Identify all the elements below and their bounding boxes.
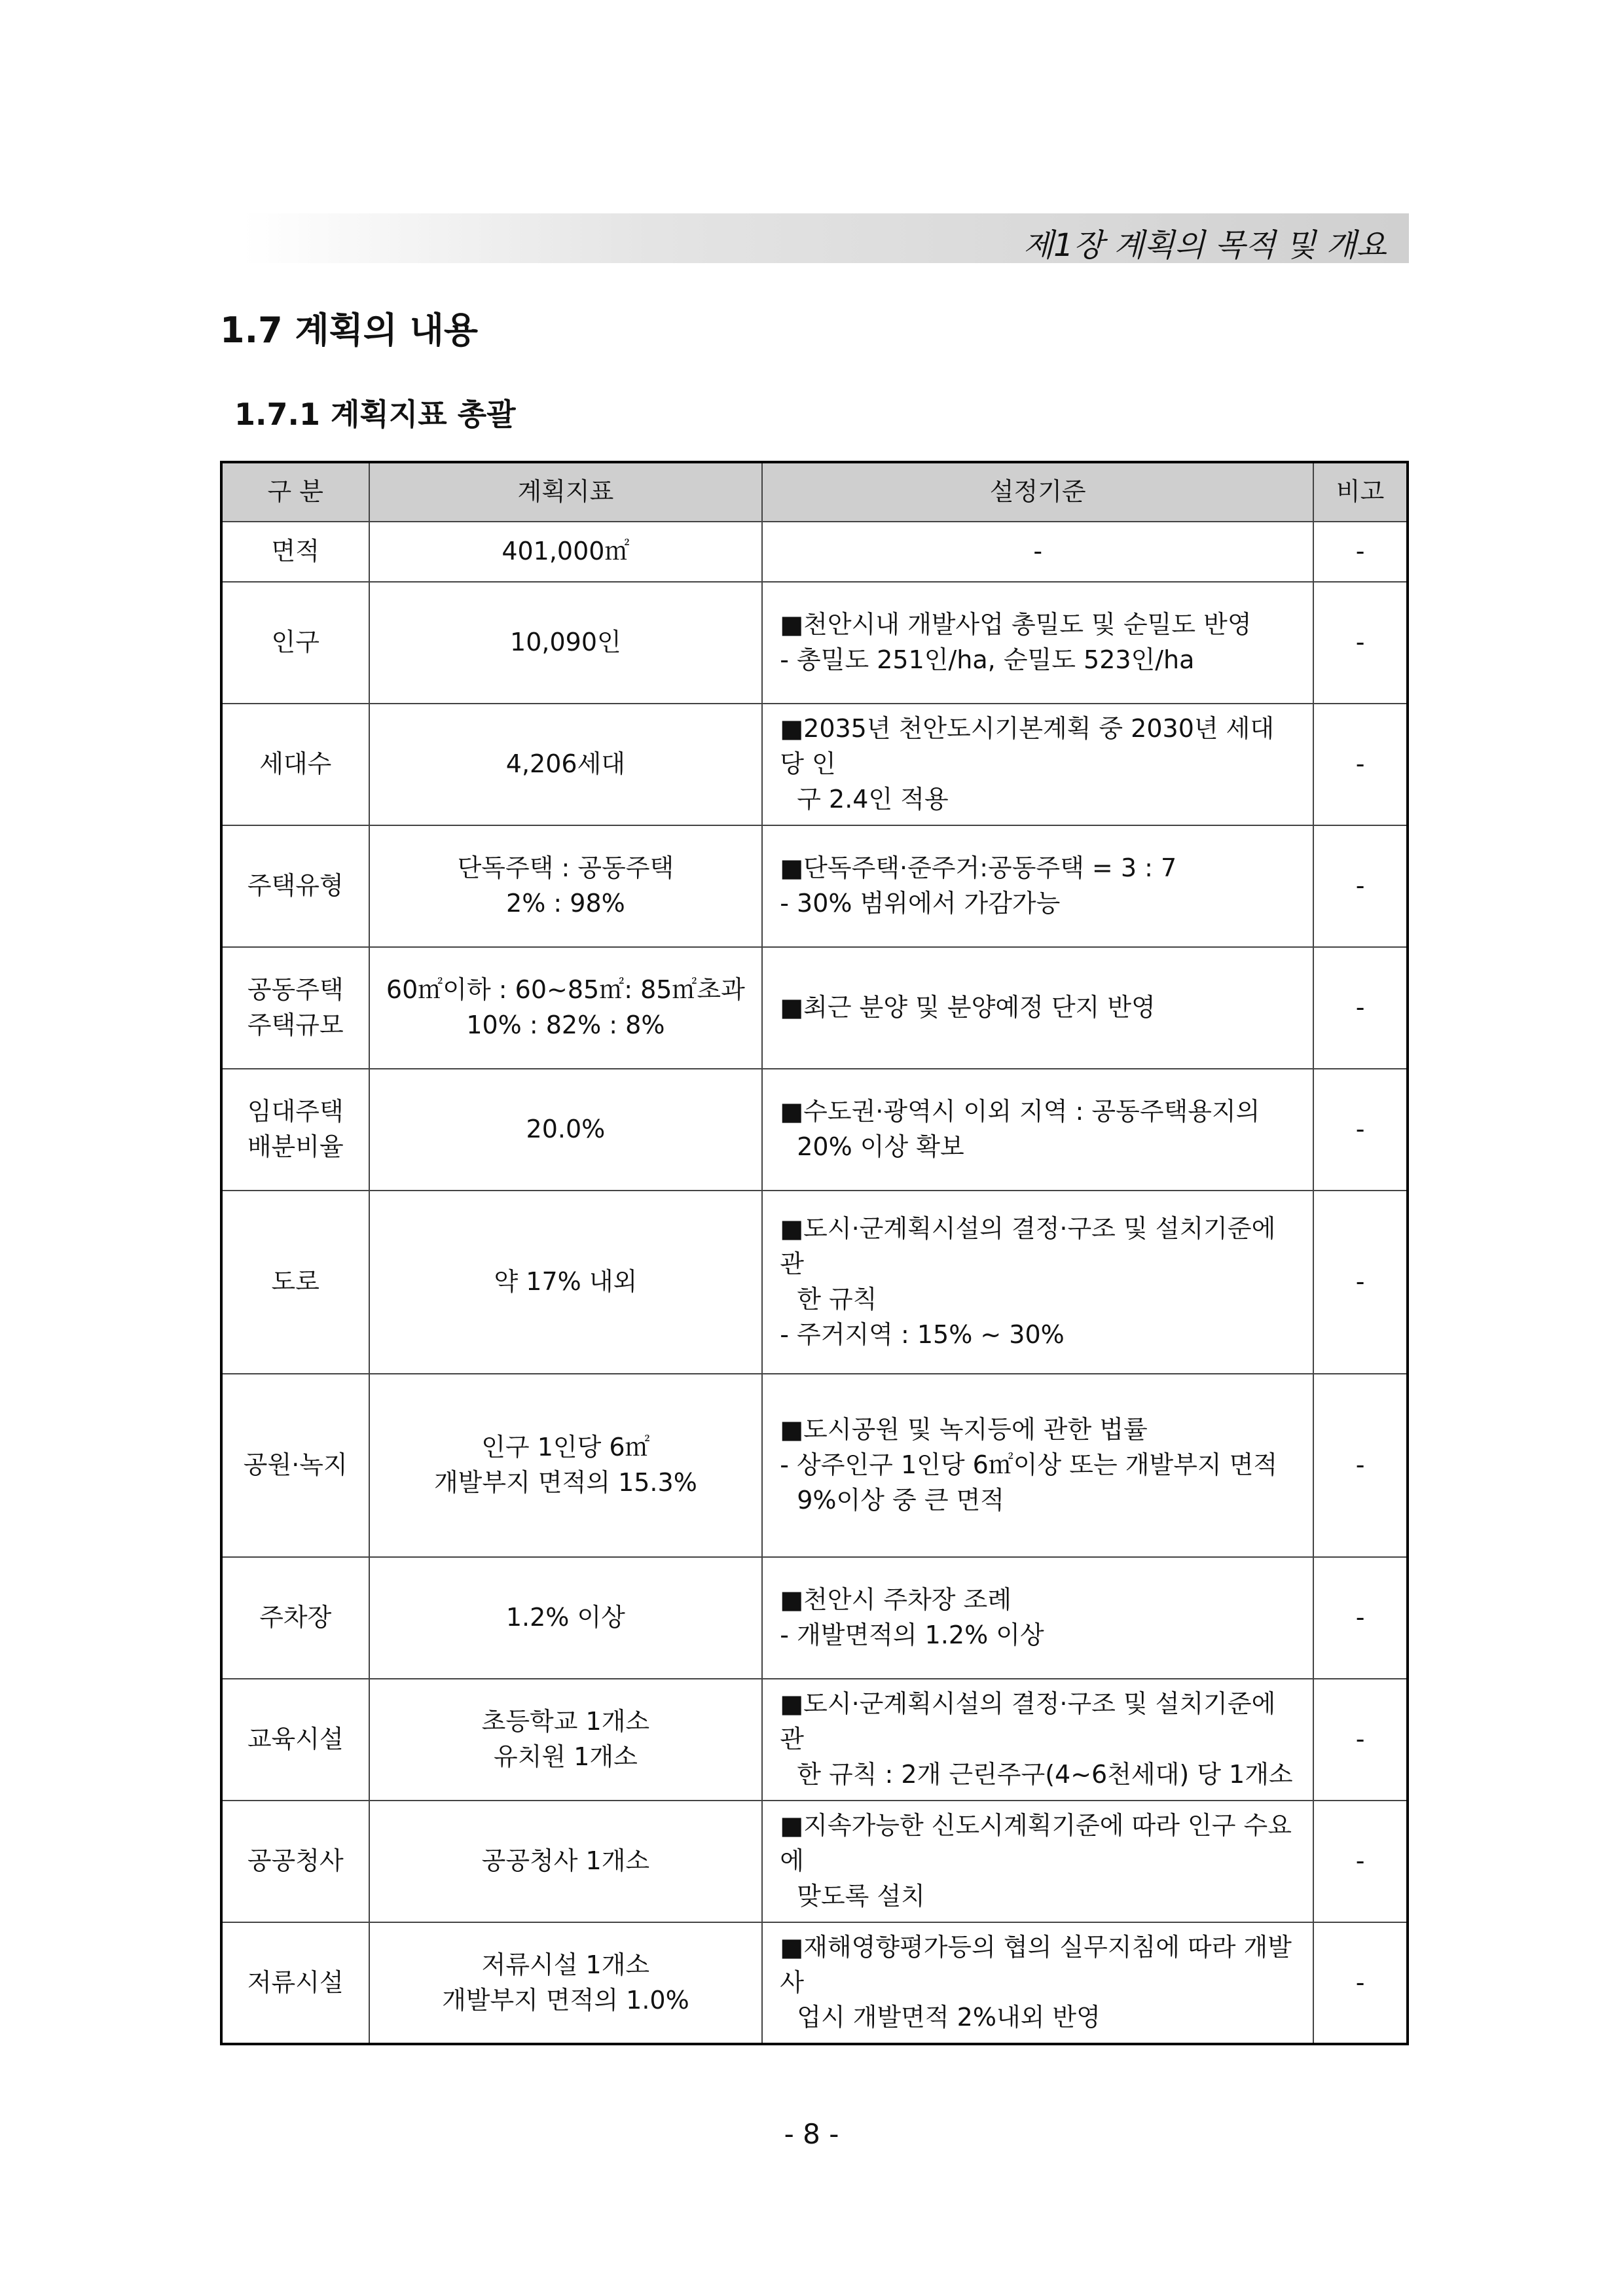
criteria-cell-line: 구 2.4인 적용 — [797, 784, 949, 814]
category-cell-line: 임대주택 — [247, 1097, 344, 1126]
criteria-cell — [762, 1191, 1313, 1374]
category-cell — [221, 1191, 369, 1374]
table-body — [221, 522, 1408, 2044]
subsection-title: 1.7.1 계획지표 총괄 — [234, 397, 516, 432]
category-cell-line: 공동주택 — [247, 975, 344, 1005]
criteria-cell-line: ■도시·군계획시설의 결정·구조 및 설치기준에 관 — [780, 1689, 1276, 1754]
chapter-header-band — [244, 213, 1409, 263]
column-header-remark: 비고 — [1313, 462, 1408, 522]
criteria-cell-line: 한 규칙 — [797, 1285, 877, 1314]
criteria-cell-line: 맞도록 설치 — [797, 1881, 925, 1910]
category-cell-line: 주택규모 — [247, 1011, 344, 1039]
criteria-cell — [762, 704, 1313, 825]
indicator-cell-line: 2% : 98% — [506, 889, 625, 918]
category-cell-line: 저류시설 — [247, 1967, 344, 1997]
criteria-cell — [762, 522, 1313, 582]
remark-cell: - — [1313, 582, 1408, 704]
category-cell — [221, 825, 369, 947]
remark-cell: - — [1313, 1374, 1408, 1557]
criteria-cell-line: ■천안시내 개발사업 총밀도 및 순밀도 반영 — [780, 610, 1252, 639]
criteria-cell-line: 한 규칙 : 2개 근린주구(4~6천세대) 당 1개소 — [797, 1759, 1293, 1789]
category-cell-line: 도로 — [271, 1267, 319, 1297]
indicator-cell — [369, 704, 763, 825]
criteria-cell-line: ■재해영향평가등의 협의 실무지침에 따라 개발사 — [780, 1932, 1292, 1997]
indicator-cell — [369, 1801, 763, 1922]
remark-cell: - — [1313, 1922, 1408, 2044]
category-cell — [221, 704, 369, 825]
chapter-title: 제1장 계획의 목적 및 개요 — [1023, 227, 1387, 264]
criteria-cell-line: ■도시공원 및 녹지등에 관한 법률 — [780, 1415, 1148, 1444]
criteria-cell-line: - — [1033, 537, 1043, 566]
remark-cell: - — [1313, 704, 1408, 825]
indicator-cell-line: 개발부지 면적의 1.0% — [442, 1985, 689, 2015]
category-cell — [221, 1069, 369, 1191]
indicator-cell-line: 10% : 82% : 8% — [466, 1011, 665, 1039]
table-row — [221, 1801, 1408, 1922]
table-row — [221, 1374, 1408, 1557]
indicator-cell — [369, 582, 763, 704]
remark-cell: - — [1313, 1801, 1408, 1922]
category-cell — [221, 1557, 369, 1679]
category-cell-line: 면적 — [271, 537, 319, 566]
indicator-cell — [369, 522, 763, 582]
criteria-cell-line: ■도시·군계획시설의 결정·구조 및 설치기준에 관 — [780, 1214, 1276, 1279]
indicator-cell-line: 개발부지 면적의 15.3% — [433, 1468, 697, 1497]
remark-cell: - — [1313, 1679, 1408, 1801]
column-header-category: 구 분 — [221, 462, 369, 522]
remark-cell: - — [1313, 947, 1408, 1069]
criteria-cell — [762, 1801, 1313, 1922]
indicator-cell — [369, 1922, 763, 2044]
category-cell — [221, 582, 369, 704]
criteria-cell-line: ■천안시 주차장 조례 — [780, 1585, 1012, 1615]
table-row — [221, 1922, 1408, 2044]
criteria-cell-line: - 주거지역 : 15% ~ 30% — [780, 1319, 1065, 1349]
remark-cell: - — [1313, 1191, 1408, 1374]
indicator-cell — [369, 1679, 763, 1801]
criteria-cell-line: ■최근 분양 및 분양예정 단지 반영 — [780, 993, 1156, 1022]
criteria-cell-line: ■지속가능한 신도시계획기준에 따라 인구 수요에 — [780, 1811, 1292, 1876]
category-cell-line: 공원·녹지 — [243, 1450, 348, 1480]
criteria-cell-line: 업시 개발면적 2%내외 반영 — [797, 2003, 1101, 2032]
indicator-cell-line: 초등학교 1개소 — [481, 1707, 650, 1736]
remark-cell: - — [1313, 825, 1408, 947]
criteria-cell-line: 9%이상 중 큰 면적 — [797, 1485, 1005, 1515]
table-row — [221, 1191, 1408, 1374]
table-row — [221, 1557, 1408, 1679]
indicator-cell-line: 단독주택 : 공동주택 — [457, 853, 674, 883]
indicator-cell — [369, 1557, 763, 1679]
page-number: - 8 - — [784, 2118, 839, 2150]
table-row — [221, 522, 1408, 582]
indicator-cell-line: 유치원 1개소 — [493, 1742, 638, 1771]
indicator-cell — [369, 1374, 763, 1557]
table-row — [221, 1679, 1408, 1801]
category-cell-line: 주차장 — [259, 1603, 332, 1632]
indicator-cell-line: 약 17% 내외 — [494, 1267, 638, 1297]
indicator-cell-line: 401,000㎡ — [501, 537, 630, 566]
category-cell — [221, 1801, 369, 1922]
criteria-cell — [762, 1374, 1313, 1557]
remark-cell: - — [1313, 1557, 1408, 1679]
indicator-cell-line: 4,206세대 — [505, 749, 625, 779]
indicator-cell-line: 인구 1인당 6㎡ — [481, 1433, 650, 1462]
category-cell — [221, 1922, 369, 2044]
indicator-cell — [369, 1069, 763, 1191]
column-header-indicator: 계획지표 — [369, 462, 763, 522]
criteria-cell — [762, 1679, 1313, 1801]
criteria-cell — [762, 1069, 1313, 1191]
criteria-cell — [762, 947, 1313, 1069]
criteria-cell-line: - 개발면적의 1.2% 이상 — [780, 1621, 1044, 1649]
indicator-cell-line: 1.2% 이상 — [505, 1603, 625, 1632]
remark-cell: - — [1313, 1069, 1408, 1191]
category-cell-line: 주택유형 — [247, 871, 344, 901]
category-cell-line: 공공청사 — [247, 1846, 344, 1876]
indicator-cell-line: 20.0% — [526, 1115, 606, 1144]
category-cell — [221, 947, 369, 1069]
table-row — [221, 825, 1408, 947]
table-row — [221, 947, 1408, 1069]
criteria-cell-line: - 총밀도 251인/ha, 순밀도 523인/ha — [780, 645, 1195, 674]
section-title: 1.7 계획의 내용 — [220, 310, 479, 351]
criteria-cell-line: ■2035년 천안도시기본계획 중 2030년 세대당 인 — [780, 714, 1275, 779]
criteria-cell-line: - 상주인구 1인당 6㎡이상 또는 개발부지 면적 — [780, 1450, 1278, 1480]
criteria-cell — [762, 1557, 1313, 1679]
table-header-row — [221, 462, 1408, 522]
criteria-cell — [762, 1922, 1313, 2044]
table-row — [221, 582, 1408, 704]
category-cell — [221, 1374, 369, 1557]
indicator-cell-line: 저류시설 1개소 — [481, 1950, 650, 1979]
criteria-cell-line: 20% 이상 확보 — [797, 1132, 964, 1161]
criteria-cell — [762, 582, 1313, 704]
criteria-cell-line: - 30% 범위에서 가감가능 — [780, 889, 1061, 918]
indicator-cell-line: 60㎡이하 : 60~85㎡: 85㎡초과 — [386, 975, 745, 1005]
indicator-cell — [369, 1191, 763, 1374]
category-cell-line: 세대수 — [259, 749, 332, 779]
table-row — [221, 1069, 1408, 1191]
category-cell — [221, 1679, 369, 1801]
criteria-cell-line: ■수도권·광역시 이외 지역 : 공동주택용지의 — [780, 1097, 1260, 1126]
remark-cell: - — [1313, 522, 1408, 582]
category-cell-line: 배분비율 — [247, 1132, 344, 1161]
indicator-cell-line: 10,090인 — [510, 628, 621, 657]
indicator-cell — [369, 825, 763, 947]
category-cell-line: 인구 — [271, 628, 319, 657]
criteria-cell — [762, 825, 1313, 947]
planning-indicator-table — [220, 461, 1409, 2045]
table-row — [221, 704, 1408, 825]
indicator-cell — [369, 947, 763, 1069]
indicator-cell-line: 공공청사 1개소 — [481, 1846, 650, 1876]
category-cell — [221, 522, 369, 582]
column-header-criteria: 설정기준 — [762, 462, 1313, 522]
category-cell-line: 교육시설 — [247, 1725, 344, 1754]
criteria-cell-line: ■단독주택·준주거:공동주택 = 3 : 7 — [780, 853, 1177, 883]
